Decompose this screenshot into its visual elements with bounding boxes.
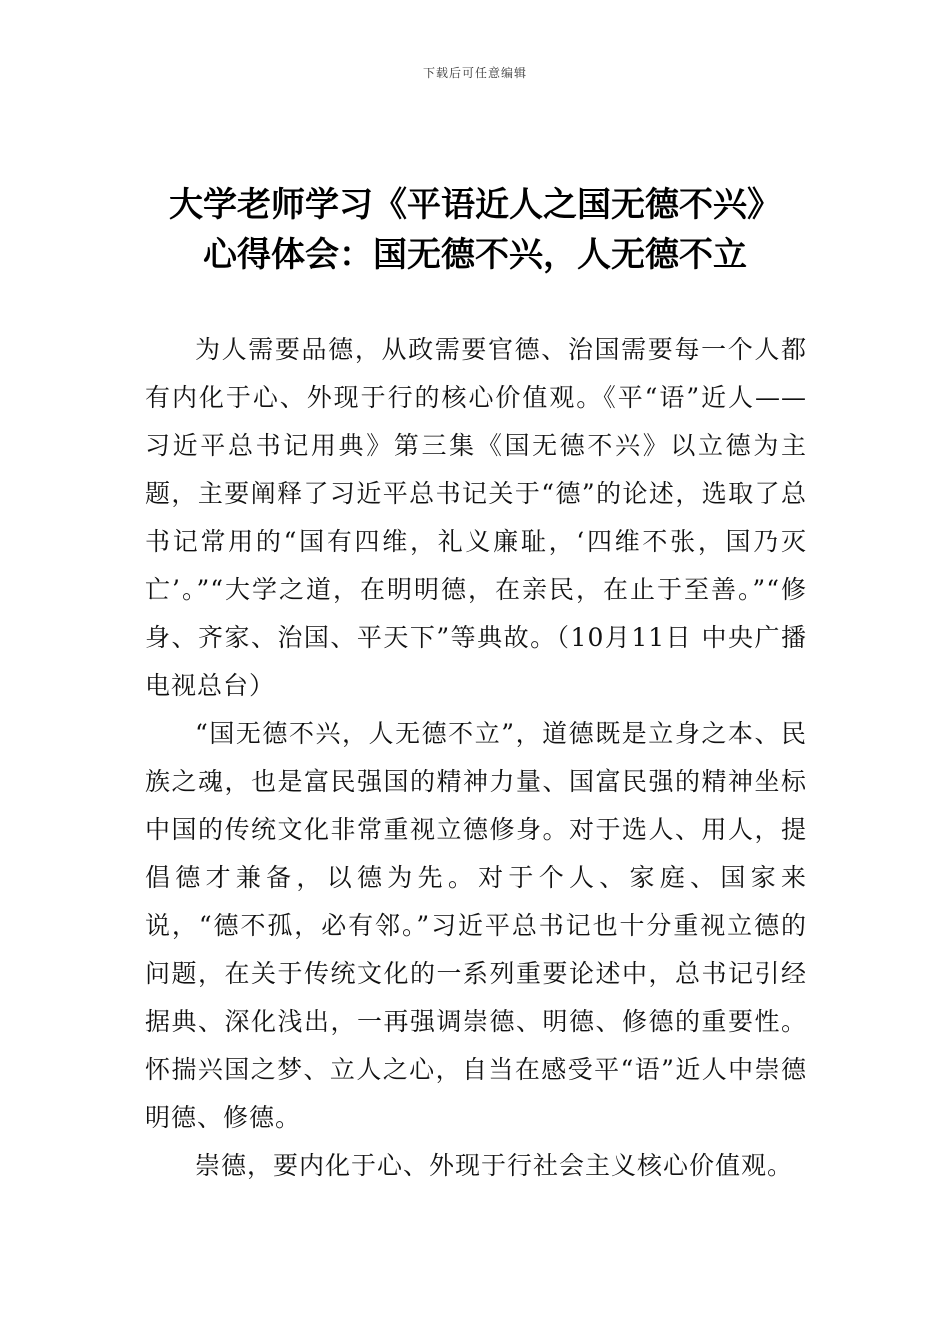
paragraph-2: “国无德不兴，人无德不立”，道德既是立身之本、民族之魂，也是富民强国的精神力量、国富民强的精神坐标中国的传统文化非常重视立德修身。对于选人、用人，提倡德才兼备，以德为先。对于个人、家庭、国家来说，“德不孤，必有邻。”习近平总书记也十分重视立德的问题，在关于传统文化的一系列重要论述中，总书记引经据典、深化浅出，一再强调崇德、明德、修德的重要性。怀揣兴国之梦、立人之心，自当在感受平“语”近人中崇德明德、修德。 — [145, 719, 807, 1132]
paragraph-3: 崇德，要内化于心、外现于行社会主义核心价值观。 — [195, 1151, 794, 1180]
header-note: 下载后可任意编辑 — [422, 66, 527, 80]
title-line-2: 心得体会：国无德不兴，人无德不立 — [203, 235, 747, 275]
document-title — [100, 180, 850, 280]
title-line-1: 大学老师学习《平语近人之国无德不兴》 — [169, 185, 781, 225]
paragraph-1: 为人需要品德，从政需要官德、治国需要每一个人都有内化于心、外现于行的核心价值观。《平“语”近人——习近平总书记用典》第三集《国无德不兴》以立德为主题，主要阐释了习近平总书记关于“德”的论述，选取了总书记常用的“国有四维，礼义廉耻，‘四维不张，国乃灭亡’。”“大学之道，在明明德，在亲民，在止于至善。”“修身、齐家、治国、平天下”等典故。（10月11日 中央广播电视总台） — [145, 335, 807, 700]
document-body — [145, 326, 807, 1190]
